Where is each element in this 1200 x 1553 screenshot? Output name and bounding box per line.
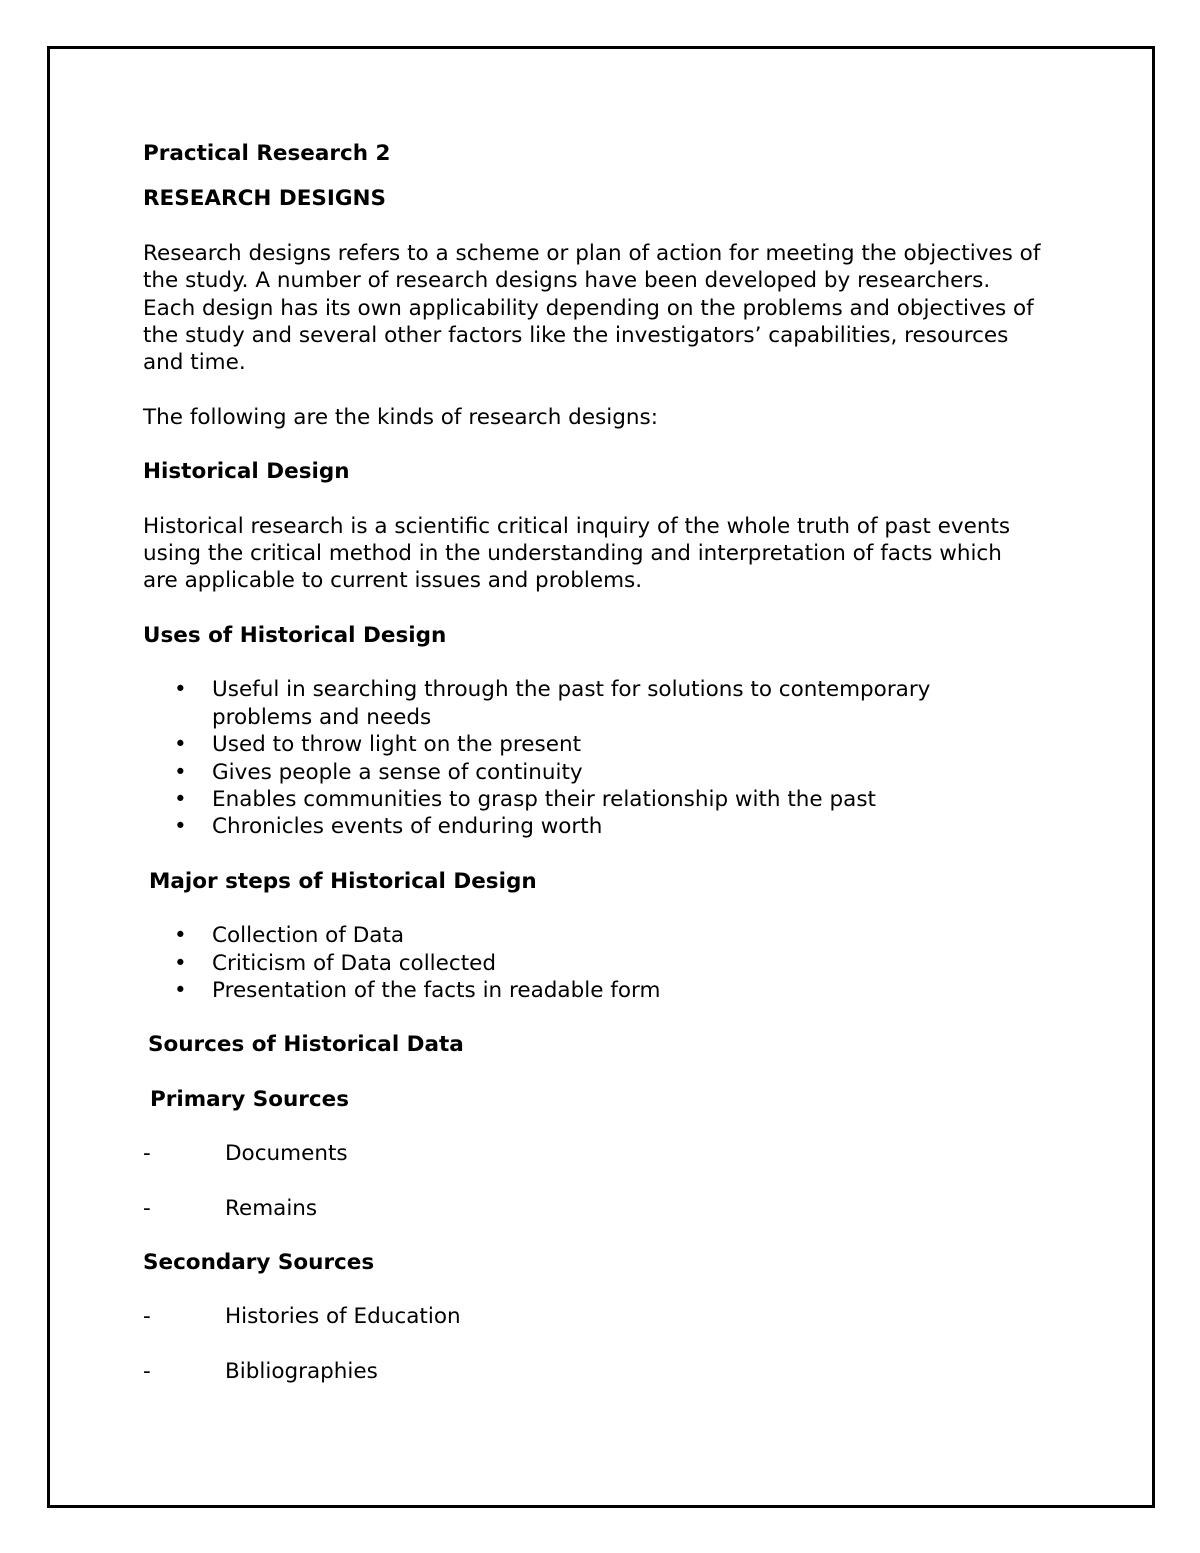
primary-sources-heading: Primary Sources [150, 1086, 350, 1112]
dash-icon: - [143, 1358, 151, 1384]
section-title: RESEARCH DESIGNS [143, 186, 387, 212]
historical-design-heading: Historical Design [143, 459, 350, 485]
list-item-text: Criticism of Data collected [212, 950, 497, 976]
list-item [143, 731, 1063, 758]
course-title: Practical Research 2 [143, 141, 391, 166]
list-item [143, 786, 1063, 813]
list-item-text: Chronicles events of enduring worth [212, 814, 603, 840]
bullet-icon: • [174, 950, 187, 976]
list-item-text: Collection of Data [212, 923, 405, 949]
list-item [143, 950, 1063, 977]
intro-paragraph: Research designs refers to a scheme or plan of action for meeting the objectives of the study. A number of research designs have been developed by researchers. Each design has its own applicability depending on the problems and objectives of the study and several other factors like the investigators’ capabilities, resources and time. [143, 240, 1041, 376]
bullet-icon: • [174, 759, 187, 785]
document-content [143, 140, 1063, 1385]
dash-icon: - [143, 1141, 151, 1167]
sources-heading: Sources of Historical Data [148, 1032, 464, 1058]
primary-source-text: Remains [225, 1195, 318, 1221]
bullet-icon: • [174, 732, 187, 758]
kinds-intro: The following are the kinds of research designs: [143, 404, 658, 430]
secondary-source-text: Bibliographies [225, 1358, 378, 1384]
list-item-text: Gives people a sense of continuity [212, 759, 583, 785]
historical-paragraph: Historical research is a scientific critical inquiry of the whole truth of past events using the critical method in the understanding and interpretation of facts which are applicable to current issues and problems. [143, 513, 1011, 594]
list-item-text: Enables communities to grasp their relationship with the past [212, 786, 876, 812]
uses-heading: Uses of Historical Design [143, 622, 447, 648]
dash-icon: - [143, 1304, 151, 1330]
secondary-source-text: Histories of Education [225, 1304, 461, 1330]
list-item-text: Presentation of the facts in readable form [212, 977, 661, 1003]
bullet-icon: • [174, 677, 187, 703]
uses-list [143, 676, 1063, 840]
primary-source-item [143, 1195, 1063, 1222]
list-item-text: Used to throw light on the present [212, 732, 582, 758]
steps-list [143, 922, 1063, 1004]
list-item [143, 922, 1063, 949]
list-item-text: Useful in searching through the past for solutions to contemporary problems and needs [212, 677, 931, 730]
list-item [143, 676, 1012, 731]
bullet-icon: • [174, 977, 187, 1003]
list-item [143, 813, 1063, 840]
secondary-sources-heading: Secondary Sources [143, 1249, 375, 1275]
bullet-icon: • [174, 814, 187, 840]
steps-heading: Major steps of Historical Design [149, 868, 537, 894]
list-item [143, 977, 1063, 1004]
primary-source-item [143, 1140, 1063, 1167]
bullet-icon: • [174, 923, 187, 949]
bullet-icon: • [174, 786, 187, 812]
dash-icon: - [143, 1195, 151, 1221]
secondary-source-item [143, 1358, 1063, 1385]
secondary-source-item [143, 1303, 1063, 1330]
list-item [143, 759, 1063, 786]
primary-source-text: Documents [225, 1141, 348, 1167]
